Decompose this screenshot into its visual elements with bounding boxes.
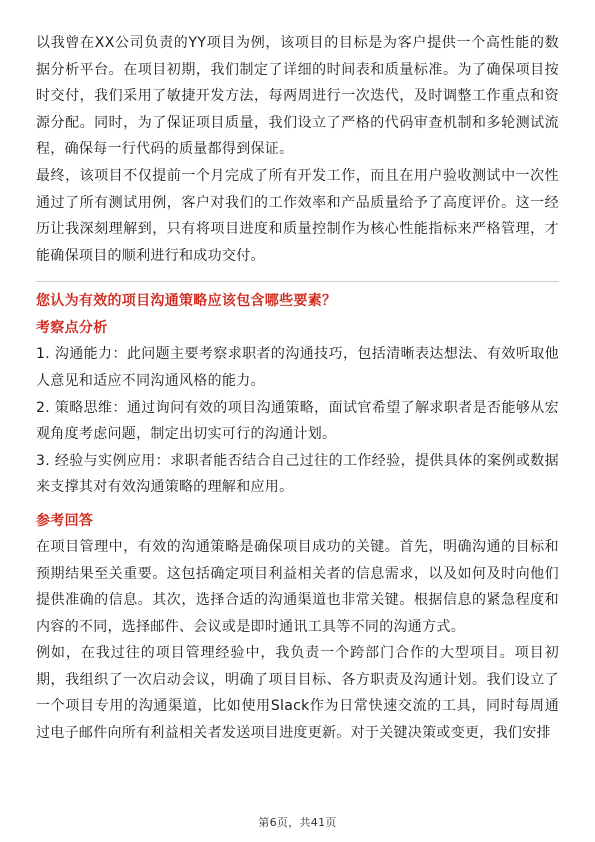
- analysis-heading: 考察点分析: [36, 320, 108, 337]
- answer-heading: 参考回答: [36, 512, 94, 529]
- analysis-item-1: 1. 沟通能力：此问题主要考察求职者的沟通技巧，包括清晰表达想法、有效听取他人意见和适应不同沟通风格的能力。: [36, 346, 559, 389]
- intro-paragraph-1: 以我曾在XX公司负责的YY项目为例，该项目的目标是为客户提供一个高性能的数据分析平台。在项目初期，我们制定了详细的时间表和质量标准。为了确保项目按时交付，我们采用了敏捷开发方法，每两周进行一次迭代，及时调整工作重点和资源分配。同时，为了保证项目质量，我们设立了严格的代码审查机制和多轮测试流程，确保每一行代码的质量都得到保证。: [36, 35, 559, 158]
- question-title: 您认为有效的项目沟通策略应该包含哪些要素？: [36, 293, 337, 310]
- intro-paragraph-2: 最终，该项目不仅提前一个月完成了所有开发工作，而且在用户验收测试中一次性通过了所有测试用例，客户对我们的工作效率和产品质量给予了高度评价。这一经历让我深刻理解到，只有将项目进度和质量控制作为核心性能指标来严格管理，才能确保项目的顺利进行和成功交付。: [36, 167, 559, 264]
- document-page: [36, 30, 559, 747]
- answer-paragraph-2: 例如，在我过往的项目管理经验中，我负责一个跨部门合作的大型项目。项目初期，我组织了一次启动会议，明确了项目目标、各方职责及沟通计划。我们设立了一个项目专用的沟通渠道，比如使用Slack作为日常快速交流的工具，同时每周通过电子邮件向所有利益相关者发送项目进度更新。对于关键决策或变更，我们安排: [36, 645, 559, 742]
- answer-paragraph-1: 在项目管理中，有效的沟通策略是确保项目成功的关键。首先，明确沟通的目标和预期结果至关重要。这包括确定项目利益相关者的信息需求，以及如何及时向他们提供准确的信息。其次，选择合适的沟通渠道也非常关键。根据信息的紧急程度和内容的不同，选择邮件、会议或是即时通讯工具等不同的沟通方式。: [36, 538, 559, 635]
- analysis-item-3: 3. 经验与实例应用：求职者能否结合自己过往的工作经验，提供具体的案例或数据来支撑其对有效沟通策略的理解和应用。: [36, 452, 559, 496]
- analysis-item-2: 2. 策略思维：通过询问有效的项目沟通策略，面试官希望了解求职者是否能够从宏观角度考虑问题，制定出切实可行的沟通计划。: [36, 399, 559, 443]
- page-number: 第6页，共41页: [258, 816, 337, 829]
- section-divider: [36, 281, 559, 282]
